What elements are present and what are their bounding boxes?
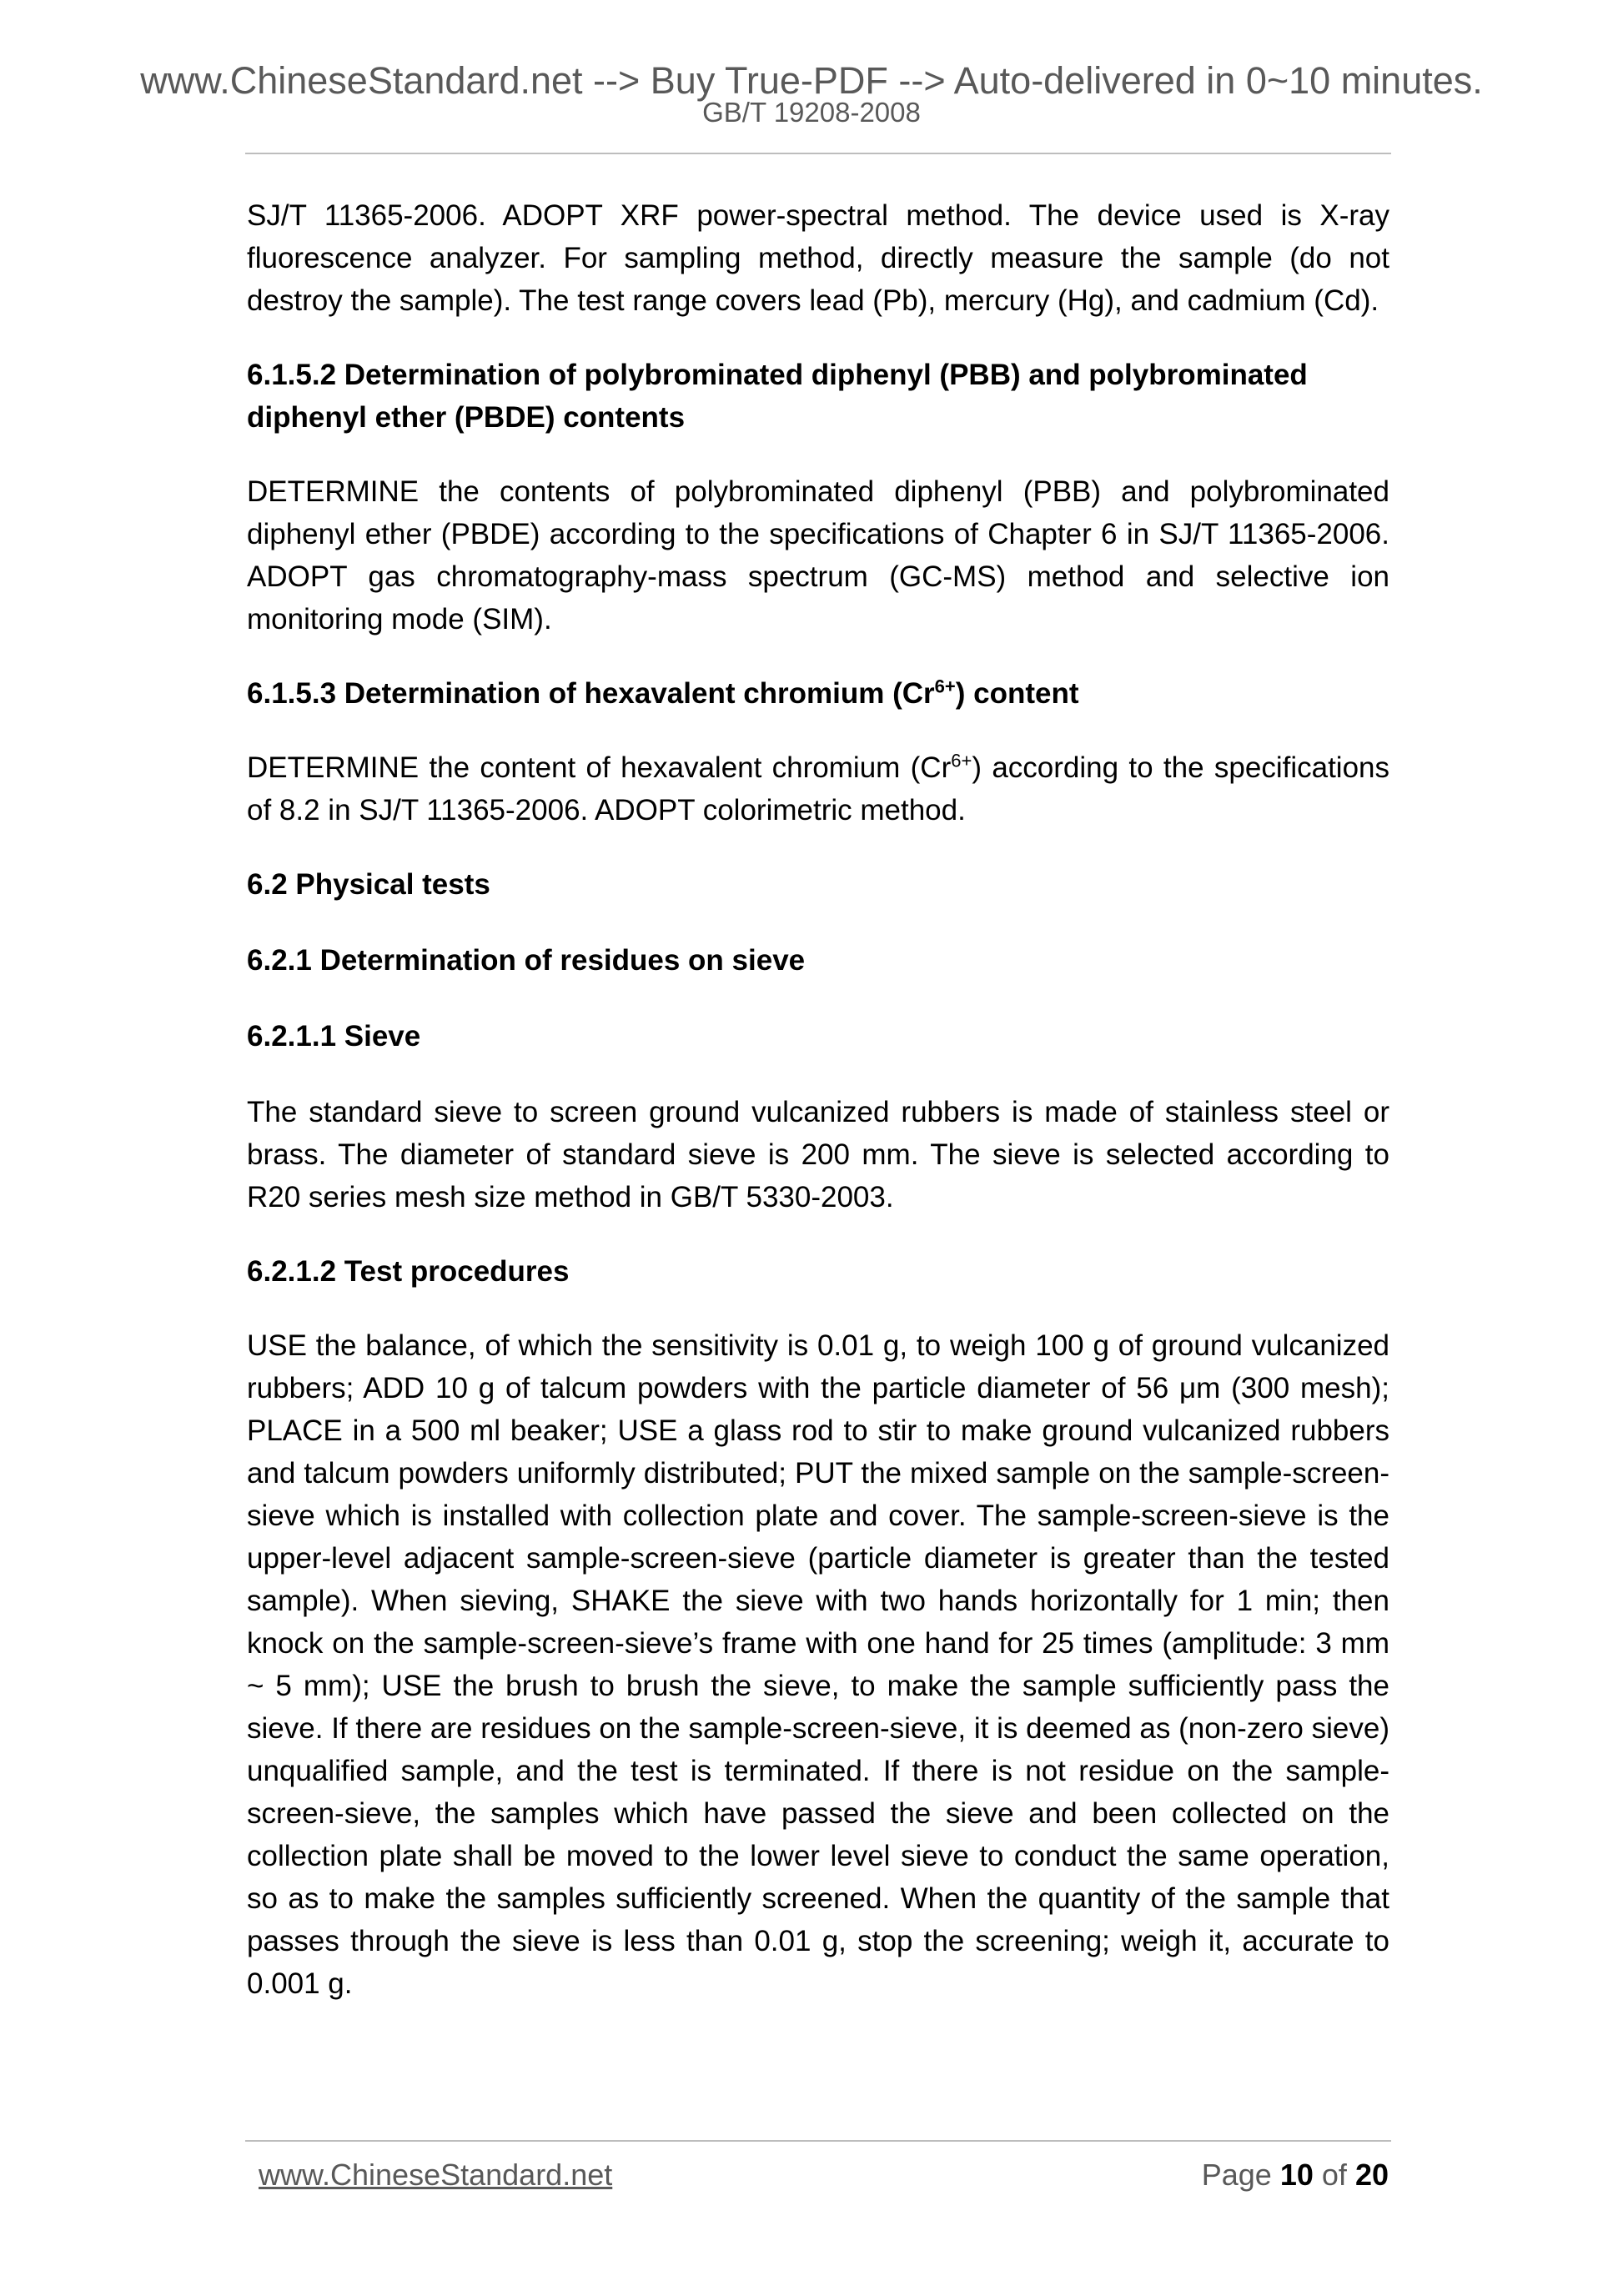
heading-6-2-1-1: 6.2.1.1 Sieve — [247, 1020, 421, 1053]
paragraph-6-1-5-3-tail: ) according to the specifications of 8.2 in SJ/T 11365-2006. ADOPT colorimetric method. — [247, 751, 1390, 826]
document-body — [247, 194, 1389, 2005]
footer-site-link[interactable]: www.ChineseStandard.net — [259, 2158, 613, 2192]
paragraph-6-2-1-1: The standard sieve to screen ground vulcanized rubbers is made of stainless steel or brass. The diameter of standard sieve is 200 mm. The sieve is selected according to R20 series mesh size method in GB/T 5330-2003. — [247, 1096, 1389, 1213]
paragraph-6-1-5-3-text: DETERMINE the content of hexavalent chromium (Cr — [247, 751, 952, 784]
heading-6-1-5-3-text: 6.1.5.3 Determination of hexavalent chromium (Cr — [247, 677, 935, 710]
page-current: 10 — [1279, 2158, 1314, 2192]
page-total: 20 — [1354, 2158, 1389, 2192]
superscript-6plus: 6+ — [934, 676, 956, 697]
heading-6-1-5-2: 6.1.5.2 Determination of polybrominated diphenyl (PBB) and polybrominated diphenyl ether (PBDE) contents — [247, 359, 1308, 434]
page-indicator — [1202, 2160, 1389, 2190]
footer-divider — [245, 2140, 1391, 2142]
heading-6-1-5-3 — [247, 672, 1389, 715]
site-banner: www.ChineseStandard.net --> Buy True-PDF --> Auto-delivered in 0~10 minutes. — [140, 59, 1483, 102]
paragraph-intro: SJ/T 11365-2006. ADOPT XRF power-spectral method. The device used is X-ray fluorescence analyzer. For sampling method, directly measure the sample (do not destroy the sample). The test range covers lead (Pb), mercury (Hg), and cadmium (Cd). — [247, 199, 1389, 317]
paragraph-6-1-5-3 — [247, 746, 1389, 831]
header-divider — [245, 153, 1391, 154]
heading-6-2-1: 6.2.1 Determination of residues on sieve — [247, 944, 806, 977]
superscript-6plus: 6+ — [951, 750, 972, 771]
paragraph-6-2-1-2: USE the balance, of which the sensitivity is 0.01 g, to weigh 100 g of ground vulcanized rubbers; ADD 10 g of talcum powders with the particle diameter of 56 μm (300 mesh); PLACE in a 500 ml beaker; USE a glass rod to stir to make ground vulcanized rubbers and talcum powders uniformly distributed; PUT the mixed sample on the sample-screen-sieve which is installed with collection plate and cover. The sample-screen-sieve is the upper-level adjacent sample-screen-sieve (particle diameter is greater than the tested sample). When sieving, SHAKE the sieve with two hands horizontally for 1 min; then knock on the sample-screen-sieve’s frame with one hand for 25 times (amplitude: 3 mm ~ 5 mm); USE the brush to brush the sieve, to make the sample sufficiently pass the sieve. If there are residues on the sample-screen-sieve, it is deemed as (non-zero sieve) unqualified sample, and the test is terminated. If there is not residue on the sample-screen-sieve, the samples which have passed the sieve and been collected on the collection plate shall be moved to the lower level sieve to conduct the same operation, so as to make the samples sufficiently screened. When the quantity of the sample that passes through the sieve is less than 0.01 g, stop the screening; weigh it, accurate to 0.001 g. — [247, 1329, 1389, 2000]
standard-code: GB/T 19208-2008 — [702, 97, 921, 128]
heading-6-1-5-3-tail: ) content — [955, 677, 1079, 710]
page-word: Page — [1201, 2158, 1272, 2192]
heading-6-2-1-2: 6.2.1.2 Test procedures — [247, 1255, 570, 1288]
page-of: of — [1321, 2158, 1347, 2192]
paragraph-6-1-5-2: DETERMINE the contents of polybrominated diphenyl (PBB) and polybrominated diphenyl ether (PBDE) according to the specifications of Chapter 6 in SJ/T 11365-2006. ADOPT gas chromatography-mass spectrum (GC-MS) method and selective ion monitoring mode (SIM). — [247, 475, 1389, 636]
heading-6-2: 6.2 Physical tests — [247, 868, 490, 901]
